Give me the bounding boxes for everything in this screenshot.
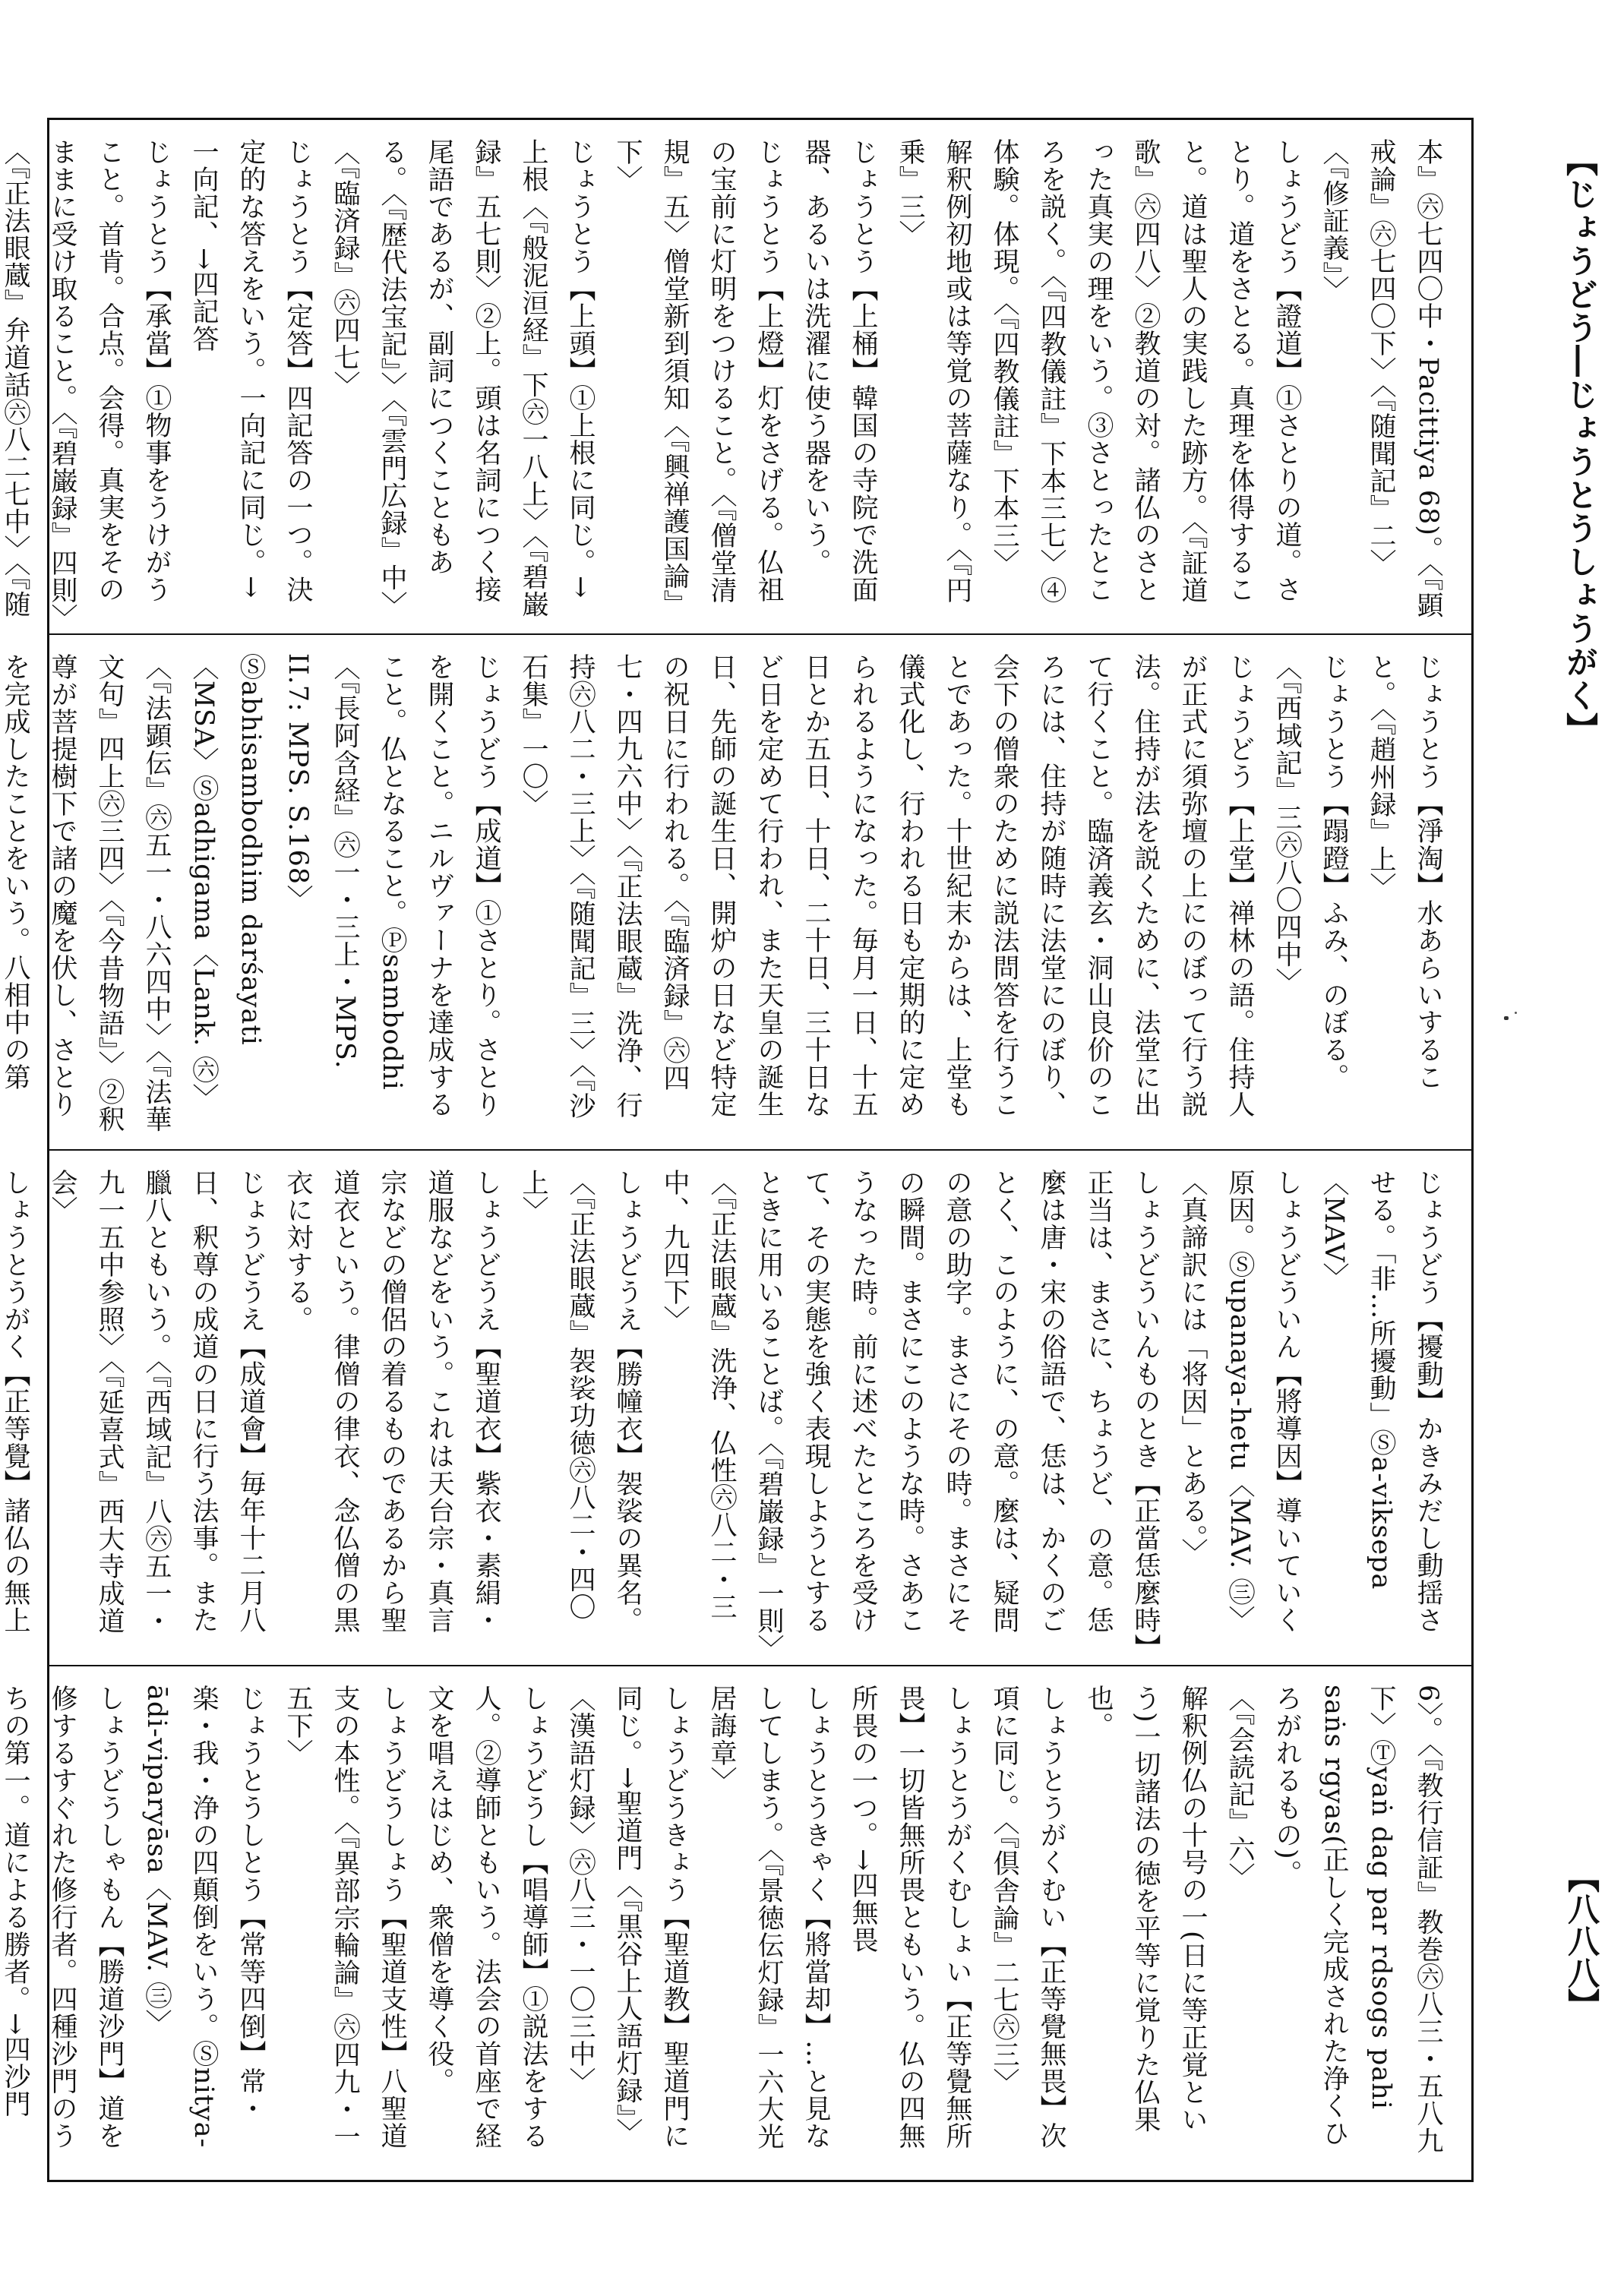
entry: しょうどうえ【聖道衣】紫衣・素絹・道服などをいう。これは天台宗・真言宗などの僧侶の着るものであるから聖道衣という。律僧の律衣、念仏僧の黒衣に対する。 [283, 1169, 501, 1634]
entry: しょうどうしょう【聖道支性】八聖道支の本性。〈『異部宗輪論』㊅四九・一五下〉 [283, 1685, 407, 2150]
scan-speck [1504, 1016, 1509, 1020]
band-4 [0, 1665, 1471, 2180]
entry: しょうとうがくむしょい【正等覺無所畏】一切皆無所畏ともいう。仏の四無所畏の一つ。→四無畏 [848, 1685, 972, 2149]
entry: 〈『会読記』六〉 [1224, 1685, 1255, 1890]
entry: じょうとう【蹋蹬】ふみ、のぼる。〈『西域記』三㊅八〇四中〉 [1272, 653, 1349, 1091]
entry: しょうどうしゃもん【勝道沙門】道を修するすぐれた修行者。四種沙門のうちの第一。道による勝者。→四沙門 [0, 1685, 125, 2149]
scan-speck [1515, 1012, 1517, 1014]
entry: じょうどうえ【成道會】毎年十二月八日、釈尊の成道の日に行う法事。また臘八ともいう。〈『西域記』八㊅五一・九一五中参照〉〈『延喜式』西大寺成道会〉 [47, 1169, 266, 1634]
entry: 解釈例仏の十号の一(日に等正覚という)一切諸法の徳を平等に覚りた仏果也。 [1083, 1685, 1208, 2133]
entry: じょうとう【承當】①物事をうけがうこと。首肯。合点。会得。真実をそのままに受け取ること。〈『碧巌録』四則〉〈『正法眼蔵』弁道話㊅八二七中〉〈『随 [0, 138, 172, 618]
entry: じょうとう【上燈】灯をさげる。仏祖の宝前に灯明をつけること。〈『僧堂清規』五〉僧堂新到須知〈『興禅護国論』下〉 [612, 138, 784, 617]
entry: じょうとう【上頭】①上根に同じ。→上根〈『般泥洹経』下㊅一八上〉〈『碧巌録』五七則〉②上。頭は名詞につく接尾語であるが、副詞につくこともある。〈『歴代法宝記』〉〈『雲門広録』中〉〈『臨済録』㊅四七〉 [330, 138, 596, 619]
page-number: 【八八八】 [1563, 1861, 1600, 2020]
entry: じょうどう【擾動】かきみだし動揺させる。「非…所擾動」Ⓢa-viksepa〈MAV〉 [1319, 1169, 1443, 1634]
entry: 解釈例初地或は等覚の菩薩なり。〈『円乗』三〉 [895, 138, 972, 604]
entry: 本』㊅七四〇中・Pacittiya 68)。〈『顕戒論』㊅七四〇下〉〈『随聞記』二〉〈『修証義』〉 [1319, 138, 1443, 619]
entry: じょうどう【成道】①さとり。さとりを開くこと。ニルヴァーナを達成すること。仏となること。Ⓟsambodhi〈『長阿含経』㊅一・三上・MPS. II.7: MPS. S.168〉Ⓢabhisambodhim darśayati〈MSA〉Ⓢadhigama〈Lank. ㊅〉〈『法顕伝』㊅五一・八六四中〉〈『法華文句』四上㊅三四〉〈『今昔物語』〉②釈尊が菩提樹下で諸の魔を伏し、さとりを完成したことをいう。八相中の第 [0, 653, 501, 1133]
band-2 [0, 633, 1471, 1149]
entry: しょうどうきょう【聖道教】聖道門に同じ。→聖道門〈『黒谷上人語灯録』〉〈漢語灯録〉㊅八三・一〇三中〉 [565, 1685, 690, 2149]
band-3-text [0, 1169, 1452, 1653]
entry: しょうどう【證道】①さとりの道。さとり。道をさとる。真理を体得すること。道は聖人の実践した跡方。〈『証道歌』㊅四八〉②教道の対。諸仏のさとった真実の理をいう。③さとったところを説く。〈『四教儀註』下本三七〉④体験。体現。〈『四教儀註』下本三〉 [989, 138, 1302, 604]
entry: しょうとうがく【正等覺】諸仏の無上 [0, 1169, 30, 1634]
entry: じょうとう【淨淘】水あらいすること。〈『趙州録』上〉 [1366, 653, 1443, 1091]
band-2-text [0, 653, 1452, 1137]
entry: しょうどうえ【勝幢衣】袈裟の異名。〈『正法眼蔵』袈裟功徳㊅八二・四〇上〉 [518, 1169, 643, 1634]
text-frame [0, 118, 1474, 2182]
entry: じょうとう【上桶】韓国の寺院で洗面器、あるいは洗濯に使う器をいう。 [801, 138, 878, 603]
entry: しょうとうがくむい【正等覺無畏】次項に同じ。〈『倶舎論』二七㊅三〉 [989, 1685, 1066, 2149]
entry: しょうどういん【將導因】導いていく原因。Ⓢupanaya-hetu〈MAV. ㊂〉〈真諦訳には「将因」とある。〉 [1177, 1169, 1302, 1634]
entry: 6〉。〈『教行信証』教巻㊅八三・五八九下〉Ⓣyaṅ dag par rdsogs pahi saṅs rgyas(正しく完成された浄くひろがれるもの)。 [1272, 1685, 1443, 2155]
entry: しょうとうきゃく【將當却】…と見なしてしまう。〈『景徳伝灯録』一六大光居誨章〉 [706, 1685, 831, 2150]
running-title: 【じょうどう―じょうとうしょうがく】 [1562, 144, 1599, 746]
entry: じょうとうしとう【常等四倒】常・楽・我・浄の四顛倒をいう。Ⓢnitya-ādi-viparyāsa〈MAV. ㊂〉 [141, 1685, 266, 2149]
entry: じょうとう【定答】四記答の一つ。決定的な答えをいう。一向記に同じ。→一向記、→四記答 [188, 138, 313, 603]
entry: じょうどう【上堂】禅林の語。住持人が正式に須弥壇の上にのぼって行う説法。住持が法を説くために、法堂に出て行くこと。臨済義玄・洞山良价のころには、住持が随時に法堂にのぼり、会下の僧衆のために説法問答を行うことであった。十世紀末からは、上堂も儀式化し、行われる日も定期的に定められるようになった。毎月一日、十五日とか五日、十日、二十日、三十日など日を定めて行われ、また天皇の誕生日、先師の誕生日、開炉の日など特定の祝日に行われる。〈『臨済録』㊅四七・四九六中〉〈『正法眼蔵』洗浄、行持㊅八二・三上〉〈『随聞記』三〉〈『沙石集』一〇〉 [518, 653, 1255, 1120]
band-3 [0, 1149, 1471, 1665]
band-1-text [0, 138, 1452, 621]
entry: しょうどういんものとき【正當恁麼時】正当は、まさに、ちょうど、の意。恁麼は唐・宋の俗語で、恁は、かくのごとく、このように、の意。麼は、疑問の意の助字。まさにその時。まさにその瞬間。まさにこのような時。さあこうなった時。前に述べたところを受けて、その実態を強く表現しようとするときに用いることば。〈『碧巌録』一則〉〈『正法眼蔵』洗浄、仏性㊅八二・三中、九四下〉 [659, 1169, 1161, 1649]
entry: しょうどうし【唱導師】①説法をする人。②導師ともいう。法会の首座で経文を唱えはじめ、衆僧を導く役。 [424, 1685, 548, 2149]
band-1 [0, 120, 1471, 633]
band-4-text [0, 1685, 1452, 2168]
